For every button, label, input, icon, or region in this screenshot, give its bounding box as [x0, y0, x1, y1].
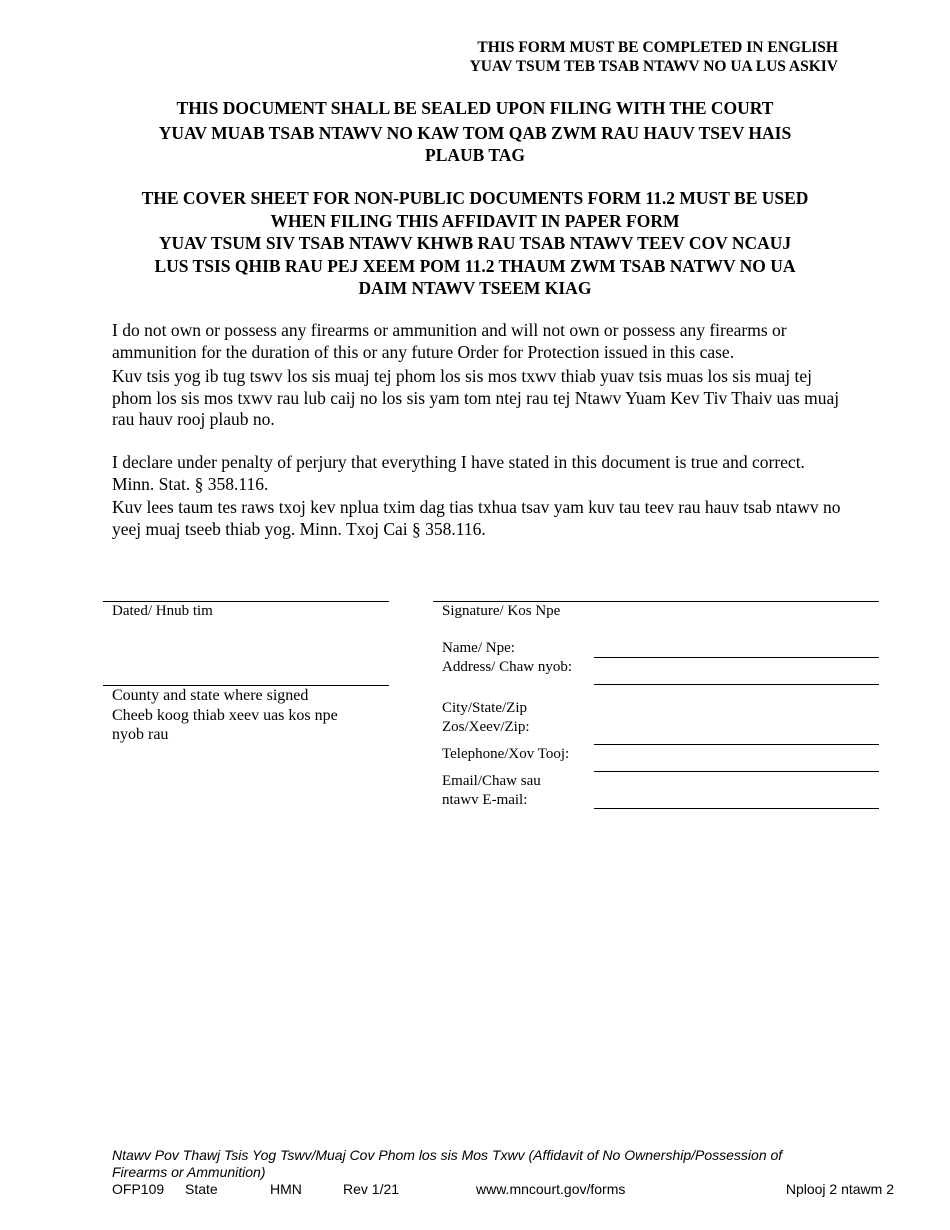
- statement-hmong: Kuv tsis yog ib tug tswv los sis muaj tej phom los sis mos txwv thiab yuav tsis muas los sis muaj tej phom los sis mos txwv rau lub caij no los sis yam tom ntej rau tej Ntawv Yuam Kev Tiv Thaiv uas muaj rau hauv rooj plaub no.: [112, 366, 840, 429]
- county-label-english: County and state where signed: [112, 687, 309, 704]
- footer-title-line-1: Ntawv Pov Thawj Tsis Yog Tswv/Muaj Cov Phom los sis Mos Txwv (Affidavit of No Ownership/Possession of: [112, 1147, 783, 1163]
- footer-form-title: [112, 1147, 812, 1181]
- email-line[interactable]: [594, 808, 879, 809]
- city-state-zip-english: City/State/Zip: [442, 700, 527, 716]
- cover-sheet-english-2: WHEN FILING THIS AFFIDAVIT IN PAPER FORM: [270, 210, 680, 231]
- footer-title-line-2: Firearms or Ammunition): [112, 1164, 266, 1180]
- county-label: [112, 686, 338, 745]
- email-label: [442, 772, 541, 810]
- declaration-english: I declare under penalty of perjury that everything I have stated in this document is true and correct. Minn. Stat. § 358.116.: [112, 452, 805, 494]
- cover-sheet-hmong-1: YUAV TSUM SIV TSAB NTAWV KHWB RAU TSAB NTAWV TEEV COV NCAUJ: [158, 233, 792, 253]
- cover-sheet-english-1: THE COVER SHEET FOR NON-PUBLIC DOCUMENTS FORM 11.2 MUST BE USED: [141, 188, 809, 208]
- cover-sheet-hmong-3: DAIM NTAWV TSEEM KIAG: [358, 278, 592, 298]
- footer-form-code: OFP109: [112, 1181, 165, 1197]
- footer-state: State: [185, 1181, 218, 1197]
- language-instruction-hmong: YUAV TSUM TEB TSAB NTAWV NO UA LUS ASKIV: [469, 58, 838, 75]
- telephone-line[interactable]: [594, 771, 879, 772]
- footer-page-number: Nplooj 2 ntawm 2: [785, 1181, 894, 1197]
- cover-sheet-hmong-2: LUS TSIS QHIB RAU PEJ XEEM POM 11.2 THAUM ZWM TSAB NATWV NO UA: [154, 255, 796, 276]
- county-label-hmong-1: Cheeb koog thiab xeev uas kos npe: [112, 706, 338, 724]
- address-label: Address/ Chaw nyob:: [442, 659, 572, 675]
- footer-language: HMN: [270, 1181, 302, 1197]
- email-label-1: Email/Chaw sau: [442, 773, 541, 789]
- telephone-label: Telephone/Xov Tooj:: [442, 746, 570, 762]
- language-instruction: [470, 38, 838, 76]
- signature-label: Signature/ Kos Npe: [442, 603, 561, 619]
- sealed-notice-hmong-1: YUAV MUAB TSAB NTAWV NO KAW TOM QAB ZWM RAU HAUV TSEV HAIS: [158, 122, 792, 143]
- cover-sheet-notice: [100, 187, 850, 300]
- language-instruction-english: THIS FORM MUST BE COMPLETED IN ENGLISH: [477, 39, 838, 56]
- footer-revision: Rev 1/21: [343, 1181, 400, 1197]
- declaration-hmong: Kuv lees taum tes raws txoj kev nplua txim dag tias txhua tsav yam kuv tau teev rau hauv tsab ntawv no yeej muaj tseeb thiab yog. Minn. Txoj Cai § 358.116.: [112, 497, 841, 539]
- sealed-notice: [100, 97, 850, 167]
- email-label-2: ntawv E-mail:: [442, 792, 528, 808]
- name-line[interactable]: [594, 657, 879, 658]
- dated-label: Dated/ Hnub tim: [112, 603, 213, 619]
- city-state-zip-line[interactable]: [594, 744, 879, 745]
- sealed-notice-english: THIS DOCUMENT SHALL BE SEALED UPON FILING WITH THE COURT: [176, 98, 774, 118]
- name-label: Name/ Npe:: [442, 640, 515, 656]
- city-state-zip-hmong: Zos/Xeev/Zip:: [442, 719, 530, 735]
- city-state-zip-label: [442, 699, 529, 737]
- county-label-hmong-2: nyob rau: [112, 726, 169, 743]
- footer-url[interactable]: www.mncourt.gov/forms: [476, 1181, 626, 1197]
- sealed-notice-hmong-2: PLAUB TAG: [425, 145, 525, 165]
- address-line[interactable]: [594, 684, 879, 685]
- statement-english: I do not own or possess any firearms or ammunition and will not own or possess any firearms or ammunition for the duration of this or any future Order for Protection issued in this case.: [112, 320, 787, 362]
